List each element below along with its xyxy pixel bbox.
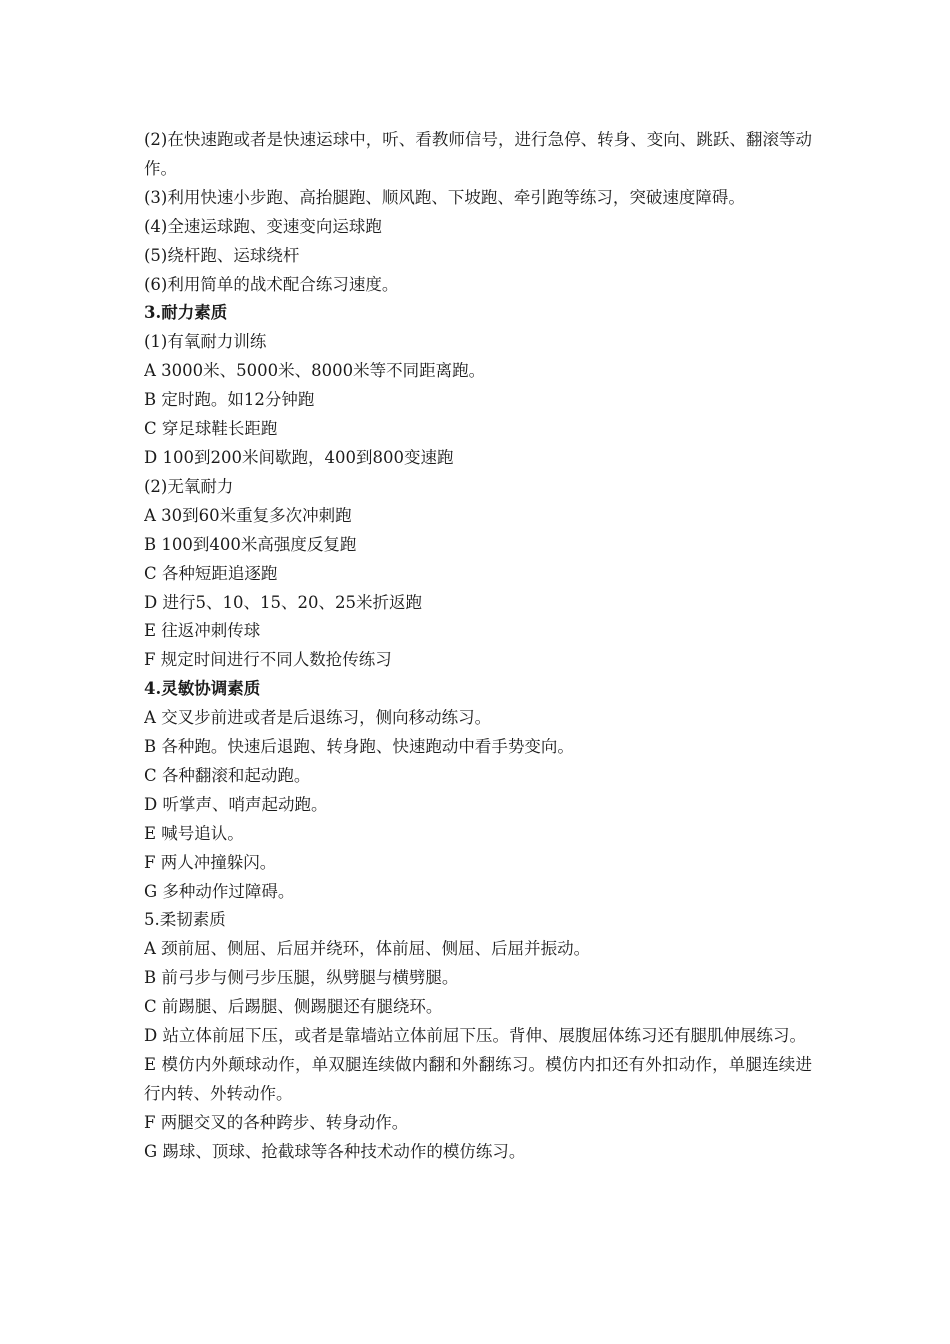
list-item: C 各种翻滚和起动跑。: [144, 765, 311, 785]
list-item: G 多种动作过障碍。: [144, 881, 295, 901]
speed-item: (6)利用简单的战术配合练习速度。: [144, 274, 399, 294]
speed-item: (3)利用快速小步跑、高抬腿跑、顺风跑、下坡跑、牵引跑等练习，突破速度障碍。: [144, 187, 745, 207]
speed-item: (2)在快速跑或者是快速运球中，听、看教师信号，进行急停、转身、变向、跳跃、翻滚等动作。: [144, 130, 812, 178]
section-heading-flexibility: 5.柔韧素质: [144, 910, 226, 930]
subsection-title-aerobic: (1)有氧耐力训练: [144, 332, 267, 352]
speed-item: (4)全速运球跑、变速变向运球跑: [144, 216, 382, 236]
list-item: B 定时跑。如12分钟跑: [144, 390, 315, 410]
list-item: F 两腿交叉的各种跨步、转身动作。: [144, 1112, 409, 1132]
list-item: B 各种跑。快速后退跑、转身跑、快速跑动中看手势变向。: [144, 737, 574, 757]
list-item: F 规定时间进行不同人数抢传练习: [144, 650, 392, 670]
section-heading-endurance: 3.耐力素质: [144, 303, 228, 323]
list-item: C 穿足球鞋长距跑: [144, 419, 278, 439]
speed-item: (5)绕杆跑、运球绕杆: [144, 245, 300, 265]
list-item: C 前踢腿、后踢腿、侧踢腿还有腿绕环。: [144, 997, 443, 1017]
section-heading-agility: 4.灵敏协调素质: [144, 679, 261, 699]
list-item: E 往返冲刺传球: [144, 621, 261, 641]
list-item: D 进行5、10、15、20、25米折返跑: [144, 592, 422, 612]
document-page: [144, 126, 812, 1167]
list-item: D 站立体前屈下压，或者是靠墙站立体前屈下压。背伸、展腹屈体练习还有腿肌伸展练习。: [144, 1026, 806, 1046]
list-item: B 100到400米高强度反复跑: [144, 534, 357, 554]
list-item: D 100到200米间歇跑，400到800变速跑: [144, 447, 454, 467]
list-item: A 30到60米重复多次冲刺跑: [144, 505, 352, 525]
list-item: B 前弓步与侧弓步压腿，纵劈腿与横劈腿。: [144, 968, 459, 988]
list-item: G 踢球、顶球、抢截球等各种技术动作的模仿练习。: [144, 1141, 526, 1161]
subsection-title-anaerobic: (2)无氧耐力: [144, 476, 234, 496]
list-item: A 3000米、5000米、8000米等不同距离跑。: [144, 361, 486, 381]
list-item: E 喊号追认。: [144, 823, 244, 843]
list-item: D 听掌声、哨声起动跑。: [144, 794, 328, 814]
list-item: F 两人冲撞躲闪。: [144, 852, 277, 872]
list-item: A 交叉步前进或者是后退练习，侧向移动练习。: [144, 708, 492, 728]
list-item: C 各种短距追逐跑: [144, 563, 278, 583]
list-item: A 颈前屈、侧屈、后屈并绕环，体前屈、侧屈、后屈并振动。: [144, 939, 591, 959]
list-item: E 模仿内外颠球动作，单双腿连续做内翻和外翻练习。模仿内扣还有外扣动作，单腿连续进行内转、外转动作。: [144, 1055, 812, 1103]
